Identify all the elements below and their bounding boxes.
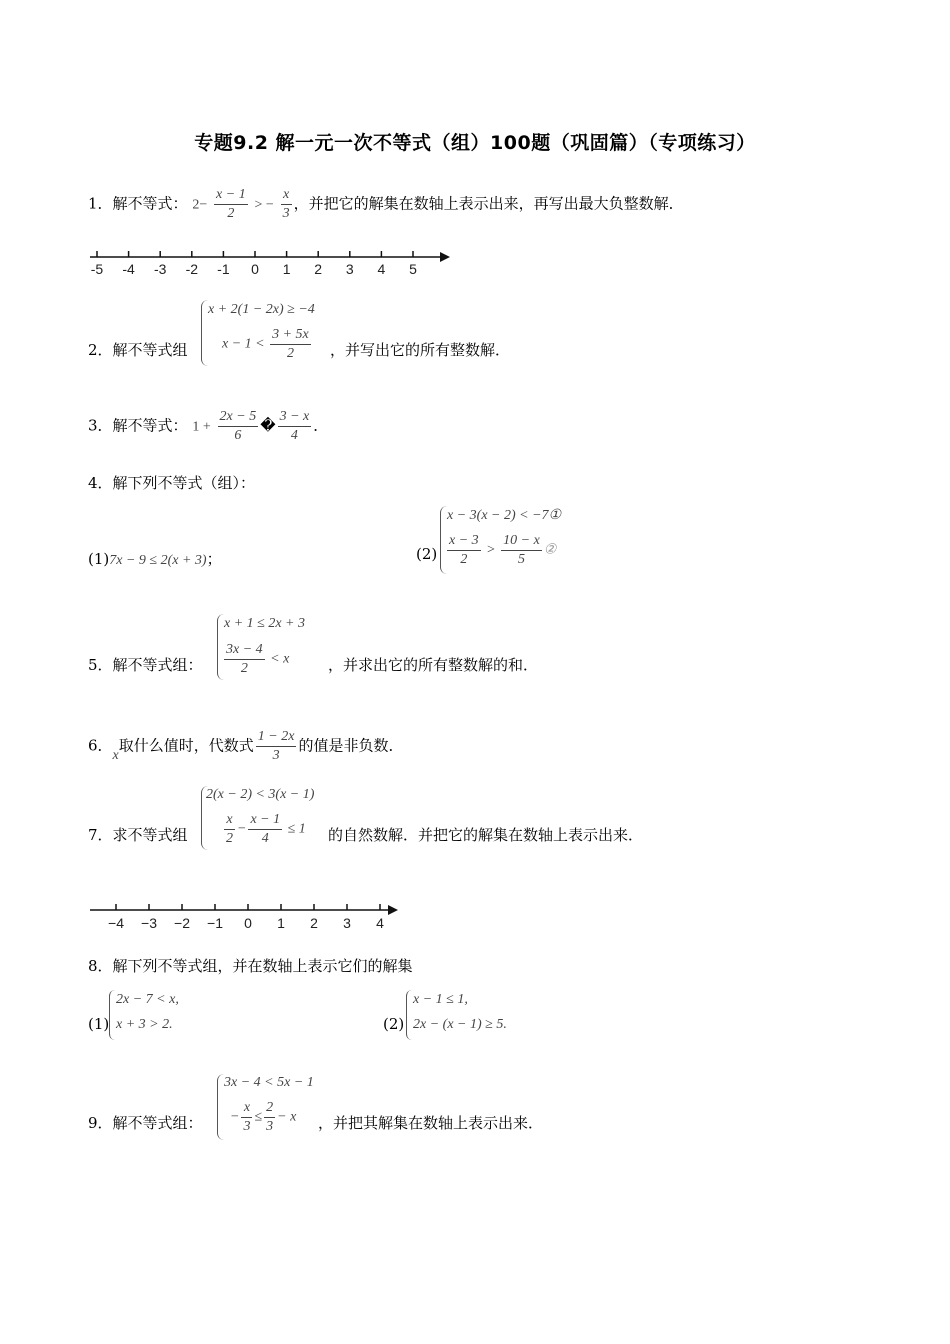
fraction-denominator: 6	[234, 428, 242, 443]
fraction-denominator: 2	[240, 661, 248, 676]
fraction	[270, 326, 311, 363]
question-prefix: 解不等式：	[112, 416, 188, 435]
number-line-1	[84, 246, 464, 282]
system-line: x + 3 > 2.	[116, 1017, 173, 1032]
fraction-numerator: x	[241, 1099, 252, 1118]
question-text: 解下列不等式（组）：	[112, 474, 256, 492]
axis-tick-label: −2	[174, 915, 190, 931]
question-suffix: 的自然数解．并把它的解集在数轴上表示出来．	[328, 826, 644, 844]
fraction	[218, 408, 259, 445]
axis-tick-label: 2	[310, 915, 318, 931]
fraction	[278, 408, 312, 445]
system-line: 2x − 7 < x,	[116, 992, 179, 1007]
system-line	[445, 532, 556, 569]
axis-tick-label: -2	[185, 261, 199, 277]
fraction-denominator: 2	[227, 206, 235, 221]
system-brace	[217, 1074, 224, 1140]
fraction-denominator: 3	[272, 748, 280, 763]
fraction-numerator: x − 1	[248, 811, 282, 830]
math-term: − x	[277, 1109, 297, 1125]
axis-arrow	[388, 905, 398, 915]
fraction	[447, 532, 481, 569]
part-1	[88, 548, 222, 569]
axis-tick-label: -3	[153, 261, 167, 277]
math-operator: −	[237, 821, 247, 837]
page-title: 专题9.2 解一元一次不等式（组）100题（巩固篇）（专项练习）	[194, 132, 756, 154]
question-prefix: 解不等式组：	[112, 1114, 203, 1132]
system-line	[222, 811, 306, 848]
question-number: 7．	[88, 826, 113, 844]
axis-tick-label: −3	[141, 915, 157, 931]
question-5	[88, 654, 203, 675]
circled-marker: ②	[543, 542, 557, 558]
axis-tick-label: 1	[277, 915, 285, 931]
axis-tick-label: −1	[207, 915, 223, 931]
fraction-numerator: 3x − 4	[224, 641, 265, 660]
question-suffix: 的值是非负数．	[298, 736, 404, 755]
part-label: (2)	[416, 545, 438, 563]
math-term: 1 +	[192, 419, 211, 435]
fraction-denominator: 3	[266, 1119, 274, 1134]
fraction	[241, 1099, 252, 1136]
axis-tick-label: 1	[282, 261, 291, 277]
axis-tick-label: -5	[90, 261, 104, 277]
system-line: x − 3(x − 2) < −7①	[447, 508, 562, 523]
fraction-denominator: 2	[286, 346, 294, 361]
system-brace	[406, 990, 412, 1040]
fraction-numerator: x − 1	[214, 186, 248, 205]
math-operator: >	[486, 542, 496, 558]
fraction-numerator: 2x − 5	[218, 408, 259, 427]
axis-tick-label: 4	[377, 261, 386, 277]
question-number: 3．	[88, 416, 113, 435]
question-number: 8．	[88, 957, 113, 975]
fraction-numerator: x	[224, 811, 235, 830]
system-line: x − 1 ≤ 1,	[413, 992, 468, 1007]
question-3	[88, 408, 328, 445]
system-brace	[201, 300, 208, 366]
fraction-numerator: 3 − x	[278, 408, 312, 427]
math-term: x − 1 <	[222, 336, 265, 352]
question-1	[88, 186, 684, 223]
question-prefix: 解不等式：	[112, 194, 188, 213]
question-suffix: ，并把它的解集在数轴上表示出来，再写出最大负整数解．	[293, 194, 684, 213]
axis-tick-label: 0	[244, 915, 252, 931]
system-line	[222, 326, 313, 363]
question-2	[88, 339, 188, 360]
fraction-numerator: 10 − x	[501, 532, 542, 551]
question-number: 1．	[88, 194, 113, 213]
math-operator: −	[230, 1109, 240, 1125]
question-prefix: 求不等式组	[112, 826, 188, 844]
fraction	[281, 186, 292, 223]
axis-tick-label: 5	[409, 261, 417, 277]
question-prefix: 解不等式组：	[112, 656, 203, 674]
axis-tick-label: -4	[122, 261, 135, 277]
system-line: x + 1 ≤ 2x + 3	[224, 616, 306, 631]
math-term: ≤ 1	[287, 821, 306, 837]
fraction	[224, 811, 235, 848]
fraction	[214, 186, 248, 223]
axis-tick-label: 3	[343, 915, 351, 931]
question-prefix: 解不等式组	[112, 341, 188, 359]
fraction	[248, 811, 282, 848]
question-suffix: ，并把其解集在数轴上表示出来．	[318, 1114, 544, 1132]
fraction-denominator: 4	[290, 428, 298, 443]
part-end: ；	[206, 550, 222, 568]
system-line: 2x − (x − 1) ≥ 5.	[413, 1017, 507, 1032]
fraction	[264, 1099, 275, 1136]
axis-tick-label: 3	[345, 261, 354, 277]
question-suffix: ，并写出它的所有整数解．	[330, 341, 511, 359]
question-9	[88, 1112, 203, 1133]
math-expression: 7x − 9 ≤ 2(x + 3)	[109, 553, 207, 568]
system-line: 2(x − 2) < 3(x − 1)	[206, 787, 315, 802]
math-term: < x	[270, 651, 290, 667]
fraction-denominator: 3	[282, 206, 290, 221]
axis-tick-label: −4	[108, 915, 124, 931]
math-operator: ≤	[254, 1109, 263, 1125]
fraction-numerator: 2	[264, 1099, 275, 1118]
question-7	[88, 824, 188, 845]
system-brace	[109, 990, 115, 1040]
math-variable: x	[112, 747, 119, 763]
fraction-denominator: 5	[517, 552, 525, 567]
system-line: x + 2(1 − 2x) ≥ −4	[208, 302, 315, 317]
question-6	[88, 728, 403, 765]
fraction-numerator: x − 3	[447, 532, 481, 551]
question-4	[88, 472, 255, 493]
system-line	[230, 1099, 296, 1136]
number-line-7	[86, 900, 406, 936]
question-text: 取什么值时，代数式	[118, 736, 254, 755]
question-number: 5．	[88, 656, 113, 674]
fraction-denominator: 2	[226, 831, 233, 846]
part-label: (1)	[88, 550, 110, 568]
axis-tick-label: -1	[217, 261, 230, 277]
question-suffix: ，并求出它的所有整数解的和．	[328, 656, 539, 674]
question-number: 9．	[88, 1114, 113, 1132]
garbled-symbol: �	[260, 416, 276, 435]
math-operator: > −	[254, 197, 274, 213]
question-number: 2．	[88, 341, 113, 359]
part-label: (1)	[88, 1015, 110, 1033]
fraction-denominator: 2	[460, 552, 468, 567]
fraction	[501, 532, 542, 569]
fraction-numerator: 3 + 5x	[270, 326, 311, 345]
math-term: 2	[192, 197, 200, 213]
part-label: (2)	[383, 1015, 405, 1033]
question-number: 4．	[88, 474, 113, 492]
fraction-numerator: x	[281, 186, 292, 205]
question-8	[88, 955, 413, 976]
system-line: 3x − 4 < 5x − 1	[224, 1075, 314, 1090]
fraction-denominator: 3	[243, 1119, 251, 1134]
axis-tick-label: 4	[376, 915, 384, 931]
system-line	[222, 641, 289, 678]
math-operator: −	[199, 197, 208, 213]
fraction-denominator: 4	[261, 831, 269, 846]
axis-arrow	[440, 252, 450, 262]
fraction	[256, 728, 297, 765]
question-text: 解下列不等式组，并在数轴上表示它们的解集	[112, 957, 413, 975]
axis-tick-label: 2	[314, 261, 323, 277]
axis-tick-label: 0	[251, 261, 259, 277]
fraction	[224, 641, 265, 678]
fraction-numerator: 1 − 2x	[256, 728, 297, 747]
question-suffix: ．	[313, 416, 329, 435]
question-number: 6．	[88, 736, 113, 755]
